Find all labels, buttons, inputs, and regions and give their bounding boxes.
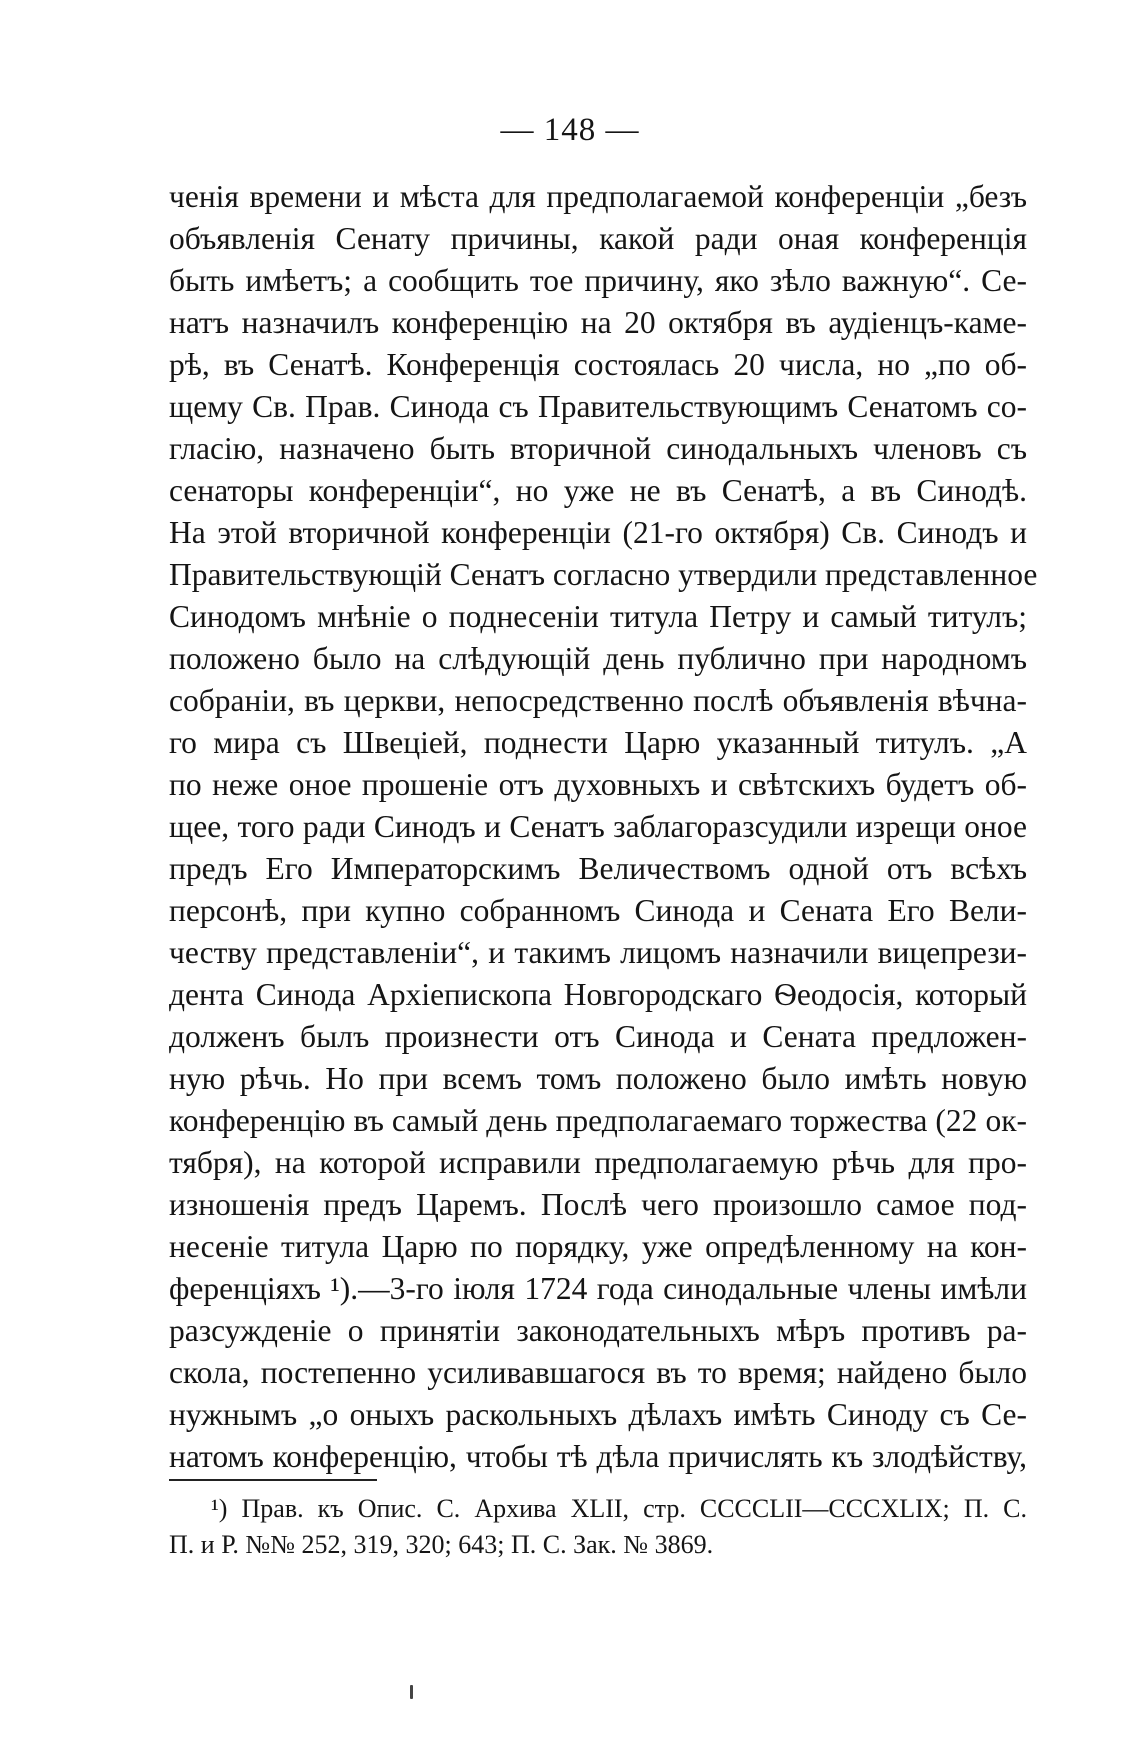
footnote-line-1: ¹) Прав. къ Опис. С. Архива XLII, стр. CCCCLII—CCCXLIX; П. С. bbox=[211, 1494, 1027, 1523]
text-line-18: персонѣ, при купно собранномъ Синода и Сената Его Вели- bbox=[169, 893, 1027, 928]
text-line-22: ную рѣчь. Но при всемъ томъ положено было имѣть новую bbox=[169, 1061, 1027, 1096]
text-line-26: несеніе титула Царю по порядку, уже опредѣленному на кон- bbox=[169, 1229, 1027, 1264]
text-line-23: конференцію въ самый день предполагаемаго торжества (22 ок- bbox=[169, 1103, 1027, 1138]
text-line-3: быть имѣетъ; а сообщить тое причину, яко зѣло важную“. Се- bbox=[169, 263, 1027, 298]
text-line-11: Синодомъ мнѣніе о поднесеніи титула Петру и самый титулъ; bbox=[169, 599, 1027, 634]
text-line-27: ференціяхъ ¹).—3-го іюля 1724 года синодальные члены имѣли bbox=[169, 1271, 1027, 1306]
text-line-4: натъ назначилъ конференцію на 20 октября въ аудіенцъ-каме- bbox=[169, 305, 1027, 340]
print-speck bbox=[410, 1685, 413, 1699]
text-line-20: дента Синода Архіепископа Новгородскаго Ѳеодосія, который bbox=[169, 977, 1027, 1012]
page-number: — 148 — bbox=[500, 112, 640, 148]
text-line-16: щее, того ради Синодъ и Сенатъ заблагоразсудили изрещи оное bbox=[169, 809, 1027, 844]
text-line-24: тября), на которой исправили предполагаемую рѣчь для про- bbox=[169, 1145, 1027, 1180]
footnote-divider bbox=[169, 1479, 377, 1481]
text-line-15: по неже оное прошеніе отъ духовныхъ и свѣтскихъ будетъ об- bbox=[169, 767, 1027, 802]
text-line-5: рѣ, въ Сенатѣ. Конференція состоялась 20 числа, но „по об- bbox=[169, 347, 1027, 382]
text-line-30: нужнымъ „о оныхъ раскольныхъ дѣлахъ имѣть Синоду съ Се- bbox=[169, 1397, 1027, 1432]
text-line-31: натомъ конференцію, чтобы тѣ дѣла причислять къ злодѣйству, bbox=[169, 1439, 1027, 1474]
text-line-7: гласію, назначено быть вторичной синодальныхъ членовъ съ bbox=[169, 431, 1027, 466]
text-line-14: го мира съ Швеціей, поднести Царю указанный титулъ. „А bbox=[169, 725, 1027, 760]
text-line-8: сенаторы конференціи“, но уже не въ Сенатѣ, а въ Синодѣ. bbox=[169, 473, 1027, 508]
text-line-13: собраніи, въ церкви, непосредственно послѣ объявленія вѣчна- bbox=[169, 683, 1027, 718]
text-line-6: щему Св. Прав. Синода съ Правительствующимъ Сенатомъ со- bbox=[169, 389, 1027, 424]
text-line-1: ченія времени и мѣста для предполагаемой конференціи „безъ bbox=[169, 179, 1027, 214]
footnotes bbox=[169, 1491, 1027, 1563]
text-line-25: изношенія предъ Царемъ. Послѣ чего произошло самое под- bbox=[169, 1187, 1027, 1222]
text-line-28: разсужденіе о принятіи законодательныхъ мѣръ противъ ра- bbox=[169, 1313, 1027, 1348]
text-line-9: На этой вторичной конференціи (21-го октября) Св. Синодъ и bbox=[169, 515, 1027, 550]
body-text bbox=[169, 176, 1038, 1478]
text-line-12: положено было на слѣдующій день публично при народномъ bbox=[169, 641, 1027, 676]
footnote-line-2: П. и Р. №№ 252, 319, 320; 643; П. С. Зак. № 3869. bbox=[169, 1530, 714, 1559]
text-line-2: объявленія Сенату причины, какой ради оная конференція bbox=[169, 221, 1027, 256]
text-line-17: предъ Его Императорскимъ Величествомъ одной отъ всѣхъ bbox=[169, 851, 1027, 886]
text-line-29: скола, постепенно усиливавшагося въ то время; найдено было bbox=[169, 1355, 1027, 1390]
text-line-10: Правительствующій Сенатъ согласно утвердили представленное bbox=[169, 557, 1038, 592]
text-line-21: долженъ былъ произнести отъ Синода и Сената предложен- bbox=[169, 1019, 1027, 1054]
text-line-19: честву представленіи“, и такимъ лицомъ назначили вицепрези- bbox=[169, 935, 1027, 970]
